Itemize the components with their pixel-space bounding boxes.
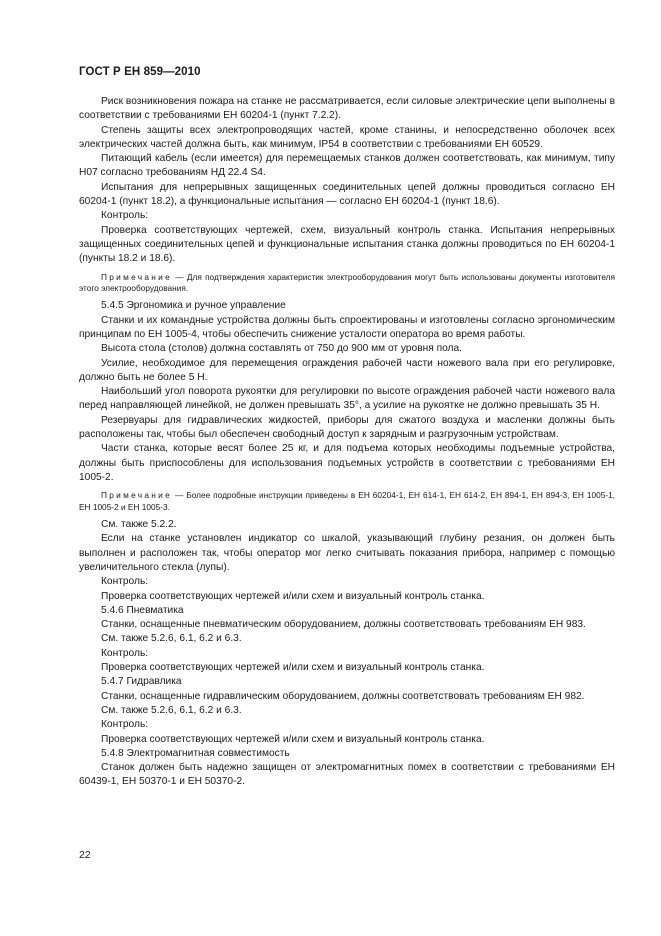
section-heading: 5.4.5 Эргономика и ручное управление — [101, 300, 286, 312]
document-header: ГОСТ Р ЕН 859—2010 — [79, 66, 201, 78]
paragraph: Станки, оснащенные гидравлическим оборудованием, должны соответствовать требованиям ЕН 982. — [101, 690, 585, 702]
paragraph: Высота стола (столов) должна составлять от 750 до 900 мм от уровня пола. — [101, 343, 462, 355]
note-text: — Для подтверждения характеристик электрооборудования могут быть использованы документы изготовителя этого электрооборудования. — [79, 271, 615, 293]
control-label: Контроль: — [101, 576, 149, 588]
control-label: Контроль: — [101, 210, 149, 222]
paragraph: Если на станке установлен индикатор со шкалой, указывающий глубину резания, он должен быть выполнен и расположен так, чтобы оператор мог легко считывать показания прибора, например с помощью увеличительного стекла (лупы). — [79, 533, 615, 573]
control-label: Контроль: — [101, 647, 149, 659]
section-heading: 5.4.6 Пневматика — [101, 604, 184, 616]
paragraph: Проверка соответствующих чертежей, схем, визуальный контроль станка. Испытания непрерывных защищенных соединительных цепей и функциональные испытания станка должны проводиться по ЕН 60204-1 (пункты 18.2 и 18.6). — [79, 224, 615, 265]
paragraph: См. также 5.2.2. — [101, 519, 177, 531]
paragraph: Проверка соответствующих чертежей и/или схем и визуальный контроль станка. — [101, 662, 485, 674]
paragraph: Наибольший угол поворота рукоятки для регулировки по высоте ограждения рабочей части ножевого вала перед направляющей линейкой, не должен превышать 35°, а усилие на рукоятке не должно превышать 35 Н. — [79, 386, 615, 412]
note-label: Примечание — [101, 271, 173, 282]
note-text: — Более подробные инструкции приведены в ЕН 60204-1, ЕН 614-1, ЕН 614-2, ЕН 894-1, ЕН 894-3, ЕН 1005-1, ЕН 1005-2 и ЕН 1005-3. — [79, 490, 615, 512]
section-heading: 5.4.7 Гидравлика — [101, 676, 182, 688]
note-label: Примечание — [101, 490, 173, 501]
paragraph: См. также 5.2.6, 6.1, 6.2 и 6.3. — [101, 633, 242, 645]
note — [79, 272, 615, 295]
paragraph: Усилие, необходимое для перемещения ограждения рабочей части ножевого вала при его регулировке, должно быть не более 5 Н. — [79, 357, 615, 383]
paragraph: Станок должен быть надежно защищен от электромагнитных помех в соответствии с требованиями ЕН 60439-1, ЕН 50370-1 и ЕН 50370-2. — [79, 762, 615, 788]
paragraph: Степень защиты всех электропроводящих частей, кроме станины, и непосредственно оболочек всех электрических частей должна быть, как минимум, IP54 в соответствии с требованиями ЕН 60529. — [79, 124, 615, 150]
paragraph: Проверка соответствующих чертежей и/или схем и визуальный контроль станка. — [101, 590, 485, 602]
paragraph: Станки и их командные устройства должны быть спроектированы и изготовлены согласно эргономическим принципам по ЕН 1005-4, чтобы обеспечить снижение усталости оператора во время работы. — [79, 314, 615, 340]
document-body — [79, 95, 615, 790]
paragraph: Станки, оснащенные пневматическим оборудованием, должны соответствовать требованиям ЕН 983. — [101, 619, 586, 631]
paragraph: Проверка соответствующих чертежей и/или схем и визуальный контроль станка. — [101, 733, 485, 745]
paragraph: Испытания для непрерывных защищенных соединительных цепей должны проводиться согласно ЕН 60204-1 (пункт 18.2), а функциональные испытания — согласно ЕН 60204-1 (пункт 18.6). — [79, 181, 615, 208]
paragraph: Питающий кабель (если имеется) для перемещаемых станков должен соответствовать, как минимум, типу Н07 согласно требованиям НД 22.4 S4. — [79, 153, 615, 179]
control-label: Контроль: — [101, 719, 149, 731]
paragraph: Резервуары для гидравлических жидкостей, приборы для сжатого воздуха и масленки должны быть расположены так, чтобы был обеспечен свободный доступ к зарядным и разгрузочным устройствам. — [79, 414, 615, 441]
paragraph: См. также 5.2.6, 6.1, 6.2 и 6.3. — [101, 704, 242, 716]
paragraph: Части станка, которые весят более 25 кг, и для подъема которых необходимы подъемные устройства, должны быть приспособлены для использования подъемных устройств в соответствии с требованиями ЕН 1005-2. — [79, 443, 615, 483]
paragraph: Риск возникновения пожара на станке не рассматривается, если силовые электрические цепи выполнены в соответствии с требованиями ЕН 60204-1 (пункт 7.2.2). — [79, 96, 615, 122]
note — [79, 490, 615, 513]
page-number: 22 — [79, 849, 91, 861]
section-heading: 5.4.8 Электромагнитная совместимость — [101, 747, 290, 759]
